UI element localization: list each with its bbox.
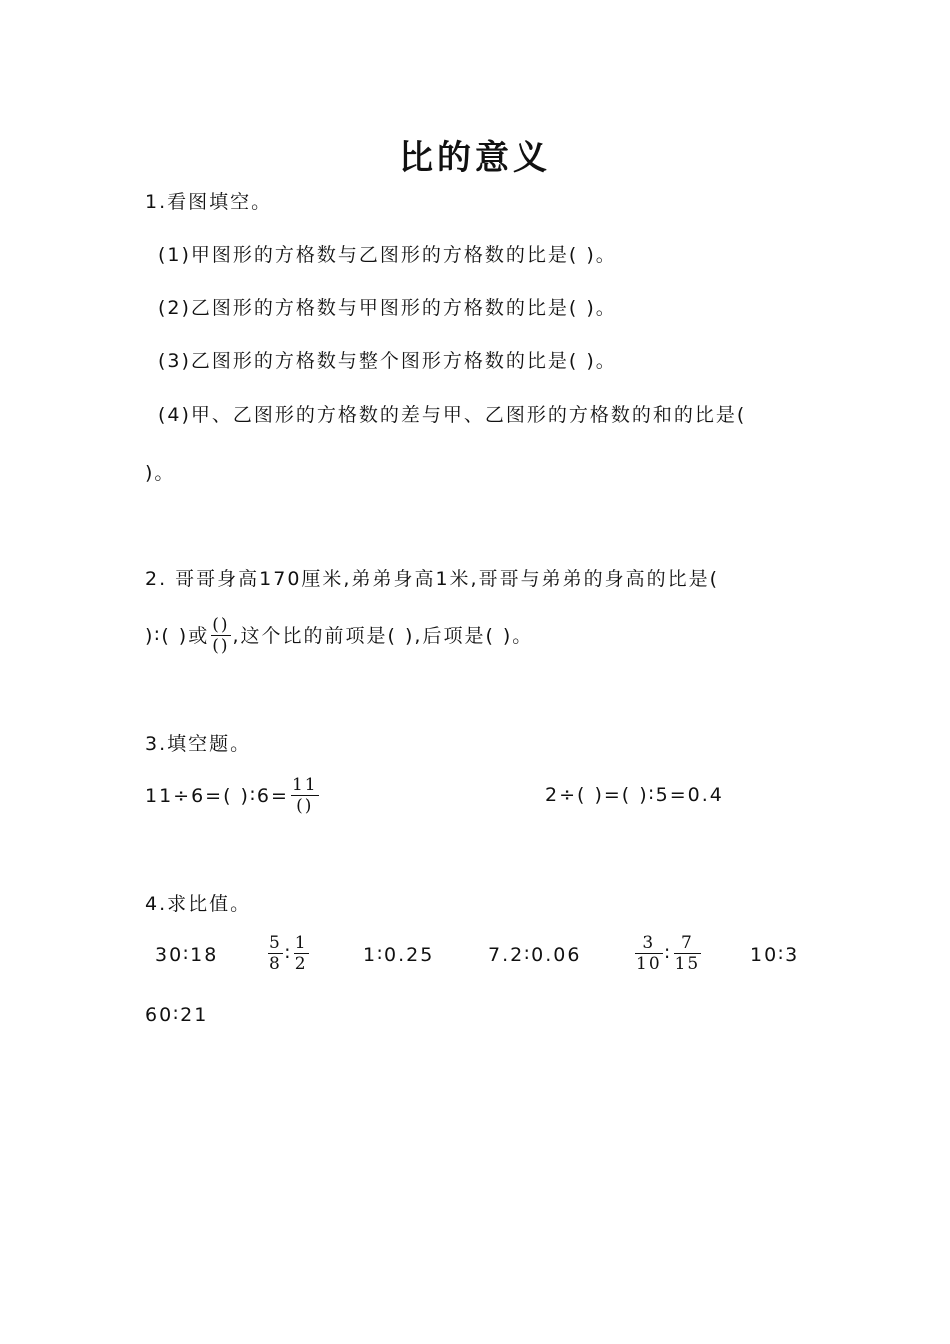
q3-right-expression: 2÷( )=( )∶5=0.4 [545,784,724,806]
q2-line-2 [145,616,533,655]
q4-ratio-6: 10∶3 [750,944,800,966]
q4-ratio-7: 60∶21 [145,1004,209,1026]
q4-ratio-2-frac-a [268,934,283,973]
q3-heading: 3.填空题。 [145,733,252,755]
q2-line-2-end: ,这个比的前项是( ),后项是( )。 [232,624,534,647]
q4-ratio-3: 1∶0.25 [363,944,435,966]
denominator: 15 [674,954,701,974]
q4-ratio-5-frac-b [674,934,702,973]
ratio-separator: ∶ [284,942,292,965]
denominator: 2 [294,954,308,974]
q4-ratio-5 [633,934,703,973]
numerator: 5 [269,933,282,953]
q4-ratio-1: 30∶18 [155,944,219,966]
q2-line-1: 2. 哥哥身高170厘米,弟弟身高1米,哥哥与弟弟的身高的比是( [145,568,720,590]
q1-item-4: (4)甲、乙图形的方格数的差与甲、乙图形的方格数的和的比是( [158,404,747,426]
q1-item-4-end: )。 [145,462,176,484]
numerator: 7 [681,933,694,953]
q1-heading: 1.看图填空。 [145,191,273,213]
denominator: 10 [636,954,662,974]
ratio-separator: ∶ [664,942,672,965]
q2-fraction-denominator: () [212,636,230,656]
numerator: 3 [642,933,656,953]
q4-ratio-5-frac-a [635,934,663,973]
denominator: 8 [269,954,282,974]
q4-ratio-4: 7.2∶0.06 [488,944,582,966]
q2-fraction [211,616,230,655]
q1-item-3: (3)乙图形的方格数与整个图形方格数的比是( )。 [158,350,617,372]
q3-left-text: 11÷6=( )∶6= [145,784,289,807]
q2-line-2-start: )∶( )或 [145,624,210,647]
q1-item-2: (2)乙图形的方格数与甲图形的方格数的比是( )。 [158,297,617,319]
q1-item-1: (1)甲图形的方格数与乙图形的方格数的比是( )。 [158,244,617,266]
q2-fraction-numerator: () [212,615,230,635]
q3-left-expression [145,776,321,815]
q3-fraction-denominator: () [296,796,314,816]
page-title: 比的意义 [399,138,551,178]
q4-heading: 4.求比值。 [145,893,252,915]
q4-ratio-2 [266,934,311,973]
q3-fraction-numerator: 11 [291,775,318,795]
q3-fraction [291,776,319,815]
numerator: 1 [294,933,308,953]
q4-ratio-2-frac-b [294,934,309,973]
